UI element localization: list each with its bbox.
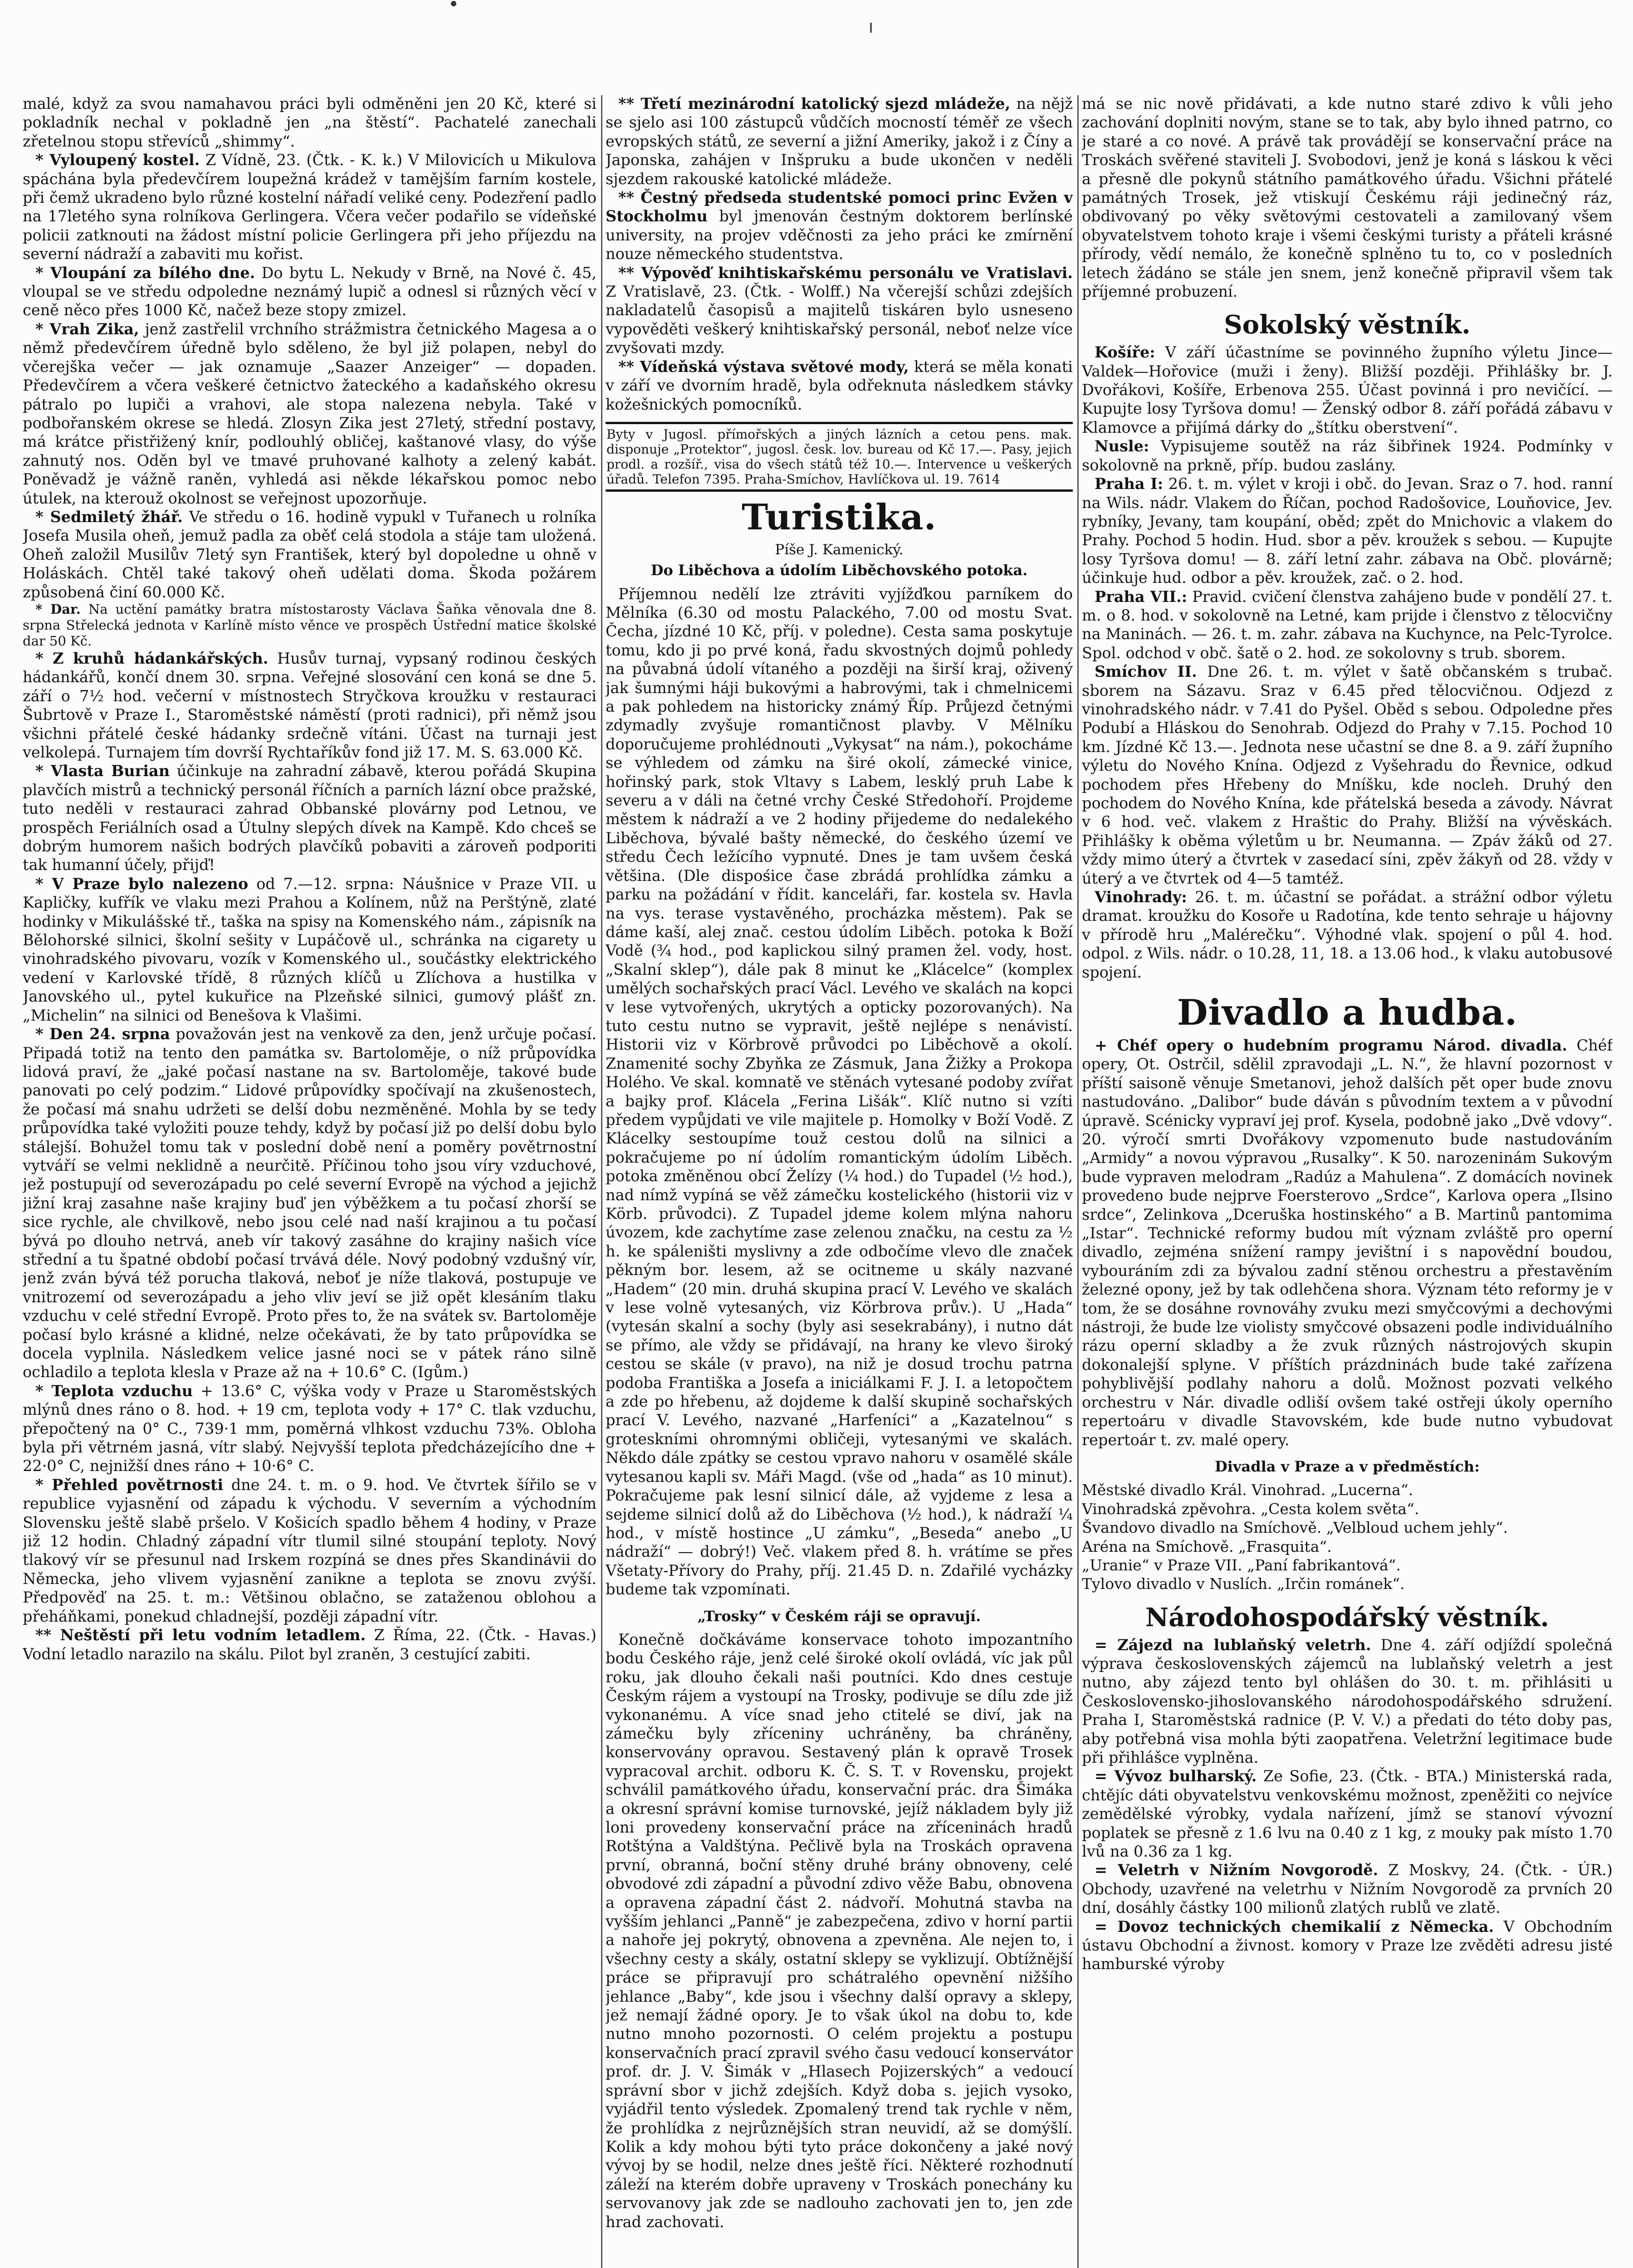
- news-item: [606, 357, 1073, 414]
- item-text: + 13.6° C, výška vody v Praze u Staroměstských mlýnů dnes ráno o 8. hod. + 19 cm, teplota vody + 17° C. tlak vzduchu, přepočtený na 0° C., 739·1 mm, poměrná vlhkost vzduchu 73%. Obloha byla při větrném jasná, vítr slabý. Nejvyšší teplota předcházejícího dne + 22·0° C, nejnižší dnes ráno + 10·6° C.: [23, 1382, 596, 1475]
- article-subtitle: Do Liběchova a údolím Liběchovského potoka.: [650, 562, 1028, 579]
- item-heading: ** Výpověď knihtiskařskému personálu ve Vratislavi.: [618, 264, 1073, 282]
- news-item: [23, 151, 596, 263]
- theatre-list-item: Městské divadlo Král. Vinohrad. „Lucerna“.: [1082, 1481, 1413, 1499]
- item-heading: Smíchov II.: [1095, 663, 1197, 681]
- item-heading: = Veletrh v Nižním Novgorodě.: [1095, 1861, 1379, 1879]
- item-heading: * Z kruhů hádankářských.: [35, 649, 269, 667]
- column-1: [23, 94, 596, 2268]
- item-text: V Obchodním ústavu Obchodní a živnost. komory v Praze lze zvěděti adresu jisté hamburské výroby: [1082, 1917, 1613, 1973]
- column-3-intro: má se nic nově přidávati, a kde nutno staré zdivo k vůli jeho zachování doplniti novým, stane se to tak, aby bylo ihned patrno, co je staré a co nové. A právě tak provádějí se konservační práce na Troskách svěřené staviteli J. Svobodovi, jenž je koná s láskou k věci a přesně dle pokynů státního památkového úřadu. Všichni přátelé památných Trosek, jež vtiskují Českému ráji jedinečný ráz, obdivovaný po věky světovými cestovateli a zamilovaný všem obyvatelstvem tohoto kraje i všemi českými turisty a přáteli krásné přírody, vědí nemálo, že konečně splněno tu to, co v posledních letech žádáno se stále jen snem, jenž konečně připravil všem tak příjemné probuzení.: [1082, 95, 1613, 301]
- article-byline: Píše J. Kamenický.: [775, 541, 904, 558]
- item-text: Pravid. cvičení členstva zahájeno bude v pondělí 27. t. m. o 8. hod. v sokolovně na Letné, kam prijde i členstvo z tělocvičny na Maninách. — 26. t. m. zahr. zábava na Kuchynce, na Pelc-Tyrolce. Spol. odchod v obč. šatě o 2. hod. ze sokolovny s trub. sborem.: [1082, 587, 1613, 662]
- item-heading: ** Třetí mezinárodní katolický sjezd mládeže,: [618, 95, 1011, 112]
- news-item: [23, 320, 596, 508]
- advertisement-box: [606, 422, 1073, 492]
- news-item: [606, 188, 1073, 264]
- item-text: Do bytu L. Nekudy v Brně, na Nové č. 45, vloupal se ve středu odpoledne neznámý lupič a odnesl si různých věcí v ceně něco přes 1000 Kč, načež beze stopy zmizel.: [23, 264, 596, 319]
- item-text: Dne 4. září odjíždí společná výprava československých zájemců na lublaňský veletrh a jest nutno, aby zájezd tento byl ohlášen do 30. t. m. přihlásiti u Československo-jihoslovanského národohospodářského sdružení. Praha I, Staroměstská radnice (P. V. V.) a předati do této doby pas, aby potřebná visa mohla býti zaopatřena. Veletržní legitimace bude při přihlášce vyplněna.: [1082, 1636, 1613, 1766]
- item-heading: * Vyloupený kostel.: [35, 151, 200, 169]
- column-1-intro: malé, když za svou namahavou práci byli odměněni jen 20 Kč, které si pokladník nechal v pokladně jen „na štěstí“. Pachatelé zanechali zřetelnou stopu střevíců „shimmy“.: [23, 95, 596, 150]
- item-text: Z Římа, 22. (Čtk. - Havas.) Vodní letadlo narazilo na skálu. Pilot byl zraněn, 3 cestující zabiti.: [23, 1626, 596, 1663]
- article-heading-trosky: „Trosky“ v Českém ráji se opravují.: [697, 1607, 981, 1625]
- news-item: [23, 264, 596, 320]
- column-rule-1: [601, 95, 602, 2268]
- news-item: [23, 649, 596, 762]
- news-item: [23, 1626, 596, 1663]
- section-title-economy: Národohospodářský věstník.: [1145, 1602, 1550, 1633]
- item-text: která se měla konati v září ve dvorním hradě, byla odřeknuta následkem stávky kožešnických pomocníků.: [606, 357, 1073, 413]
- sokol-item: [1082, 474, 1613, 587]
- item-text: Ve středu o 16. hodině vypukl v Tuřanech u rolníka Josefa Musila oheň, jemuž padla za oběť celá stodola a stáje tam uložená. Oheň založil Musilův 7letý syn František, který byl dopoledne u ohně v Holáskách. Chtěl také takový oheň udělati doma. Škoda požárem způsobená činí 60.000 Kč.: [23, 508, 596, 601]
- article-paragraph: Konečně dočkáváme konservace tohoto impozantního bodu Českého ráje, jenž celé široké okolí ovládá, víc jak půl roku, jak dlouho čekali naši poutníci. Kdo dnes cestuje Českým rájem a vystoupí na Trosky, podivuje se dílu zde již vykonanému. A více snad jeho ctitelé se diví, jak na zámečku byly zříceniny uchráněny, ba chráněny, konservovány opravou. Sestavený plán k opravě Trosek vypracoval archit. odboru K. Č. S. T. v Rovensku, projekt schválil památkového úřadu, konservační prác. dra Šimáka a okresní správní komise turnovské, jejíž nákladem byly již loni provedeny konservační práce na zříceninách hradů Rotštýna a Valdštýna. Pečlivě byla na Troskách opravena první, obranná, boční stěny druhé brány obnoveny, celé obvodové zdi západní a původní zdivo věže Babu, obnovena a opravena západní část 2. nádvoří. Mohutná stavba na vyšším jehlanci „Panně“ je zabezpečena, zdivo v horní partii a nahoře jej pokrytý, obnovena a zpevněna. Ale nejen to, i všechny cesty a skály, ostatní sklepy se vyklizují. Obtížnější práce se připravují pro schátralého opevnění nižšího jehlance „Baby“, kde jsou i všechny další opravy a sklepy, jež nemají žádné opory. Je to však úkol na dobu to, kde nutno mnoho pozornosti. O celém projektu a postupu konservačních prací zpravil svého času vedoucí konservátor prof. dr. J. V. Šimák v „Hlasech Pojizerských“ a vedoucí správní sbor v jichž zdejších. Když doba s. jejich vysoko, vyjádřil tento výsledek. Zpomalený trend tak rychle v něm, že prohlídka z nejrůznějších stran neuvidí, až se domýšlí. Kolik a kdy mohou býti tyto práce dokončeny a jaké nový vývoj by se hodil, nelze dnes ještě říci. Některé rozhodnutí záleží na kterém dobře upraveny v Troskách ponechány ku servovanovy jak zde se nadlouho zachovati jen to, jen zde hrad zachovati.: [606, 1630, 1073, 2231]
- item-heading: * Přehled povětrnosti: [35, 1476, 224, 1494]
- item-text: od 7.—12. srpna: Náušnice v Praze VII. u Kapličky, kufřík ve vlaku mezi Prahou a Kolínem, nůž na Perštýně, zlaté hodinky v Mikulášské tř., taška na spisy na Komenského nám., zápisník na Bělohorské silnici, školní sešity v Lupáčově ul., schránka na cigarety u vinohradského pivovaru, vozík v Komenského ul., součástky elektrického vedení v Karlovské třídě, 8 různých klíčů u Zlíchova a hustilka v Janovského ul., pytel kukuřice na Plzeňské silnici, gumový plášť zn. „Michelin“ na silnici od Benešova k Vlašimi.: [23, 875, 596, 1024]
- page-top-mark: [870, 23, 872, 33]
- item-text: Husův turnaj, vypsaný rodinou českých hádankářů, končí dnem 30. srpna. Veřejné slosování cen koná se dne 5. září o 7½ hod. večerní v místnostech Stryčkova kroužku v restauraci Šubrtově v Praze I., Staroměstské náměstí (proti radnici), při němž jsou všichni přátelé české hádanky srdečně vítáni. Účast na turnaji jest velkolepá. Turnajem tím dovrší Rychtaříkův fond již 17. M. S. 63.000 Kč.: [23, 649, 596, 761]
- section-title-divadlo: Divadlo a hudba.: [1177, 992, 1518, 1034]
- news-item: [23, 875, 596, 1025]
- article-paragraph: Příjemnou nedělí lze ztráviti vyjížďkou parníkem do Mělníka (6.30 od mostu Palackého, 7.00 od mostu Svat. Čecha, jízdné 10 Kč, příj. v poledne). Cesta sama poskytuje tomu, kdo ji po prvé koná, řadu skvostných dojmů pohledy na půvabná údolí vítaného a později na širší kraj, oživený jak šumnými háji bukovými a habrovými, tak i chmelnicemi a pak pohledem na historicky známý Říp. Průjezd četnými zdymadly zvyšuje romantičnost plavby. V Mělníku doporučujeme prohlédnouti „Vykysat“ na nám.), pokocháme se výhledem od zámku na širé okolí, zámecké vinice, hořinský park, stok Vltavy s Labem, lesklý pruh Labe k severu a v dáli na četné vrchy České Středohoří. Projdeme městem k nádraží a ve 2 hodiny přijedeme do nedalekého Liběchova, bývalé bašty německé, do českého území ve středu Čech ležícího vypnuté. Dnes je tam uvšem česká většina. (Dle dispośice čase zbrádá prohlídka zámku a parku na požádání v řídit. kanceláři, far. kostela sv. Havla na vys. terase vystavěného, procházka městem). Pak se dáme kaší, alej znač. cestou údolím Liběch. potoka k Boží Vodě (¾ hod., pod kaplickou silný pramen žel. vody, host. „Skalní sklep“), dále pak 8 minut ke „Klácelce“ (komplex umělých sochařských prací Václ. Levého ve skalách na kopci v lese vytvořených, ukrytých a opticky pozorovaných). Na tuto cestu nutno se vypravit, ještě nejlépe s nenávistí. Historii viz v Körbrově průvodci po Liběchově a okolí. Znamenité sochy Zbyňka ze Zásmuk, Jana Žižky a Prokopa Holého. Ve skal. komnatě ve stěnách vytesané podoby zvířat a bajky prof. Klácela „Ferina Lišák“. Klíč nutno si vzíti předem vypůjdati ve vile majitele p. Homolky v Boží Vodě. Z Klácelky sestoupíme touž cestou dolů na silnici a pokračujeme po ní údolím romantickým údolím Liběch. potoka změněnou obcí Želízy (¼ hod.) do Tupadel (½ hod.), nad nímž vypíná se věž zámečku kostelického (historii viz v Körb. průvodci). Z Tupadel jdeme kolem mlýna nahoru úvozem, kde zachytíme zase zelenou značku, na cestu za ½ h. ke spáleništi myslivny a zde odbočíme vlevo dle značek pěkným bor. lesem, až se ocitneme u skály nazvané „Hadem“ (20 min. druhá skupina prací V. Levého ve skalách v lese volně vytesaných, viz Körbrova prův.). U „Hada“ (vytesán skalní a sochy (byly asi sesekrabány), i nutno dát se přímo, ale vždy se přidávají, na hrany ke vlevo široký cestou se skále (v pravo), na niž je dosud trochu patrna podoba Františka a Josefa a iniciálkami F. J. I. a letopočtem a zde po hřebenu, až dojdeme k další skupině sochařských prací V. Levého, nazvané „Harfeníci“ a „Kazatelnou“ s groteskními ohromnými obličeji, vytesanými ve skalách. Někdo dále zpátky se cestou vpravo nahoru v osamělé skále vytesanou kapli sv. Máři Magd. (vše od „hada“ as 10 minut). Pokračujeme pak lesní silnicí dále, až vyjdeme z lesa a sejdeme silnicí dolů až do Liběchova (½ hod.), k nádraží ¼ hod., v místě hostince „U zámku“, „Beseda“ anebo „U nádraží“ — dobrý!) Več. vlakem před 8. h. vrátíme se přes Všetaty-Přívory do Prahy, příj. 21.45 D. n. Zdařilé vycházky budeme tak vzpomínati.: [606, 585, 1073, 1598]
- sokol-item: [1082, 343, 1613, 437]
- item-heading: Košíře:: [1095, 343, 1155, 362]
- item-heading: * Den 24. srpna: [35, 1025, 170, 1043]
- item-text: Na uctění památky bratra místostarosty Václava Šaňka věnovala dne 8. srpna Střelecká jednota v Karlíně místo věnce ve prospěch Ústřední matice školské dar 50 Kč.: [23, 601, 596, 649]
- item-heading: * Vrah Zika,: [35, 320, 139, 338]
- news-items-col1: [23, 151, 596, 1663]
- theatre-list-heading: Divadla v Praze a v předměstích:: [1214, 1457, 1480, 1475]
- item-text: na nějž se sjelo asi 100 zástupců vůdčích mocností téměř ze všech evropských států, ze severní a jižní Ameriky, jakož i z Číny a Japonska, zahájen v Inšpruku a bude ukončen v neděli sjezdem rakouské katolické mládeže.: [606, 95, 1073, 188]
- item-text: Vypisujeme soutěž na ráz šibřinek 1924. Podmínky v sokolovně na prkně, příp. budou zaslány.: [1082, 437, 1613, 474]
- theatre-list-item: Aréna na Smíchově. „Frasquita“.: [1082, 1537, 1332, 1555]
- news-item: [23, 1476, 596, 1626]
- news-item: [23, 508, 596, 601]
- theatre-list-item: Tylovo divadlo v Nuslích. „Irčin románek“.: [1082, 1575, 1405, 1593]
- item-text: 26. t. m. výlet v kroji i obč. do Jevan. Sraz o 7. hod. ranní na Wils. nádr. Vlakem do Říčan, pochod Radošovice, Louňovice, Jev. rybníky, Jevany, tam koupání, oběd; zpět do Mnichovic a vlakem do Prahy. Pochod 5 hodin. Hud. sbor a pěv. kroužek s sebou. — Kupujte losy Tyršova domu! — 8. září letní zahr. zábava na Obč. plovárně; účinkuje hud. odbor a pěv. kroužek, zač. o 2. hod.: [1082, 475, 1613, 587]
- sokol-item: [1082, 888, 1613, 982]
- economy-item: [1082, 1861, 1613, 1917]
- item-text: dne 24. t. m. o 9. hod. Ve čtvrtek šířilo se v republice vyjasnění od západu k východu. V severním a východním Slovensku ještě slabě pršelo. V Košicích spadlo během 4 hodiny, v Praze již 12 hodin. Chladný západní vítr tlumil silné stoupání teploty. Nový tlakový vír se přesunul nad Irskem rozpíná se dnes přes Skandinávii do Německa, jeho vlivem vyjasnění zanikne a teplota se znovu zvýší. Předpověď na 25. t. m.: Většinou oblačno, se zataženou oblohou a přeháňkami, ponekud chladnejší, později západní vítr.: [23, 1476, 596, 1625]
- item-heading: * V Praze bylo nalezeno: [35, 875, 249, 893]
- item-heading: * Dar.: [35, 601, 81, 617]
- item-text: Ze Sofie, 23. (Čtk. - BTA.) Ministerská rada, chtějíc dáti obyvatelstvu venkovskému možnost, zpeněžiti co nejvíce zemědělské výrobky, vydala nařízení, jímž se stanoví vývozní poplatek se přesně z 1.6 lvu na 0.40 z 1 kg, z mouky pak místo 1.70 lvů na 0.36 za 1 kg.: [1082, 1767, 1613, 1861]
- news-item: [23, 1382, 596, 1476]
- economy-item: [1082, 1917, 1613, 1974]
- item-heading: Nusle:: [1095, 437, 1149, 455]
- sokol-item: [1082, 587, 1613, 663]
- item-heading: * Vloupání za bílého dne.: [35, 264, 255, 282]
- news-item: [23, 762, 596, 874]
- news-item: [23, 1025, 596, 1382]
- item-text: Z Moskvy, 24. (Čtk. - ÚR.) Obchody, uzavřené na veletrhu v Nižním Novgorodě za prvních 20 dní, dosáhly částky 100 milionů zlatých rublů ve zlatě.: [1082, 1861, 1613, 1917]
- item-text: Z Vídně, 23. (Čtk. - K. k.) V Milovicích u Mikulova spáchána byla předevčírem loupežná krádež v tamějším farním kostele, při čemž ukradeno bylo různé kostelní nářadí veliké ceny. Podezření padlo na 17letého syna rolníkova Gerlingera. Včera večer podařilo se vídeňské policii zatknouti na žádost místní policie Gerlingera při jeho příjezdu na severní nádraží a zabaviti mu kořist.: [23, 151, 596, 263]
- item-heading: = Zájezd na lublaňský veletrh.: [1095, 1636, 1371, 1654]
- item-text: 26. t. m. účastní se pořádat. a strážní odbor výletu dramat. kroužku do Kosoře u Radotína, kde tento sehraje u hájovny v přírodě hru „Malérečku“. Výhodné vlak. spojení o půl 4. hod. odpol. z Wils. nádr. o 10.28, 11, 18. a 13.06 hod., k vlaku autobusové spojení.: [1082, 888, 1613, 981]
- item-heading: Praha I:: [1095, 475, 1164, 493]
- sokol-item: [1082, 437, 1613, 474]
- item-text: považován jest na venkově za den, jenž určuje počasí. Připadá totiž na tento den památka sv. Bartoloměje, o níž průpovídka lidová praví, že „jaké počasí nastane na sv. Bartoloměje, takové bude panovati po celý podzim.“ Lidové průpovídky spočívají na zkušenostech, že počasí má snahu udržeti se delší dobu nezměněné. Mohla by se tedy průpovídka také vyložiti pouze tehdy, když by počasí již po delší dobu bylo stálejší. Bohužel tomu tak v poslední době není a poměry povětrnostní vytváří se velmi neklidně a neurčitě. Příčinou toho jsou víry vzduchové, jež postupují od severozápadu po celé severní Evropě na východ a jejichž jižní kraj zasahne naše krajiny buď jen výběžkem a tu počasí zhorší se sice rychle, ale chvilkově, nebo jsou celé nad naší krajinou a tu počasí bývá po dlouho netrvá, aneb vír takový zasáhne do krajiny našich více střední a tu špatné období počasí trvává déle. Nový podobný vzdušný vír, jenž zván bývá též porucha tlaková, neboť je níže tlaková, postupuje ve vnitrozemí od severozápadu a jeho vliv jeví se již opět klesáním tlaku vzduchu v celé střední Evropě. Proto přes to, že na svátek sv. Bartoloměje počasí bylo krásné a klidné, nelze očekávati, že by tato průpovídka se docela vyplnila. Následkem velice jasné noci se v pátek ráno silně ochladilo a teplota klesla v Praze až na + 10.6° C. (Igům.): [23, 1025, 596, 1381]
- item-text: Chéf opery, Ot. Ostrčil, sdělil zpravodaji „L. N.“, že hlavní pozornost v příští saisoně věnuje Smetanovi, jehož dalších pět oper bude znovu nastudováno. „Dalibor“ bude dáván s původním textem a v původní úpravě. Scénicky vypraví jej prof. Kysela, podobně jako „Dvě vdovy“. 20. výročí smrti Dvořákovy vzpomenuto bude nastudováním „Armidy“ a novou výpravou „Rusalky“. K 50. narozeninám Sukovým bude vypraven melodram „Radúz a Mahulena“. Z domácích novinek provedeno bude nejprve Foersterovo „Srdce“, Karlova opera „Ilsino srdce“, Zelinkova „Dceruška hostinského“ a B. Martinů pantomima „Istar“. Technické reformy budou mít význam zvláště pro operní divadlo, zejména snížení rampy jevištní i s napovědní boudou, vybouráním zdi za bývalou zadní stěnou orchestru a přestavěním železné opony, jež by tak odlehčena shora. Význam této reformy je v tom, že se dosáhne rovnováhy zvuku mezi smyčcovými a dechovými nástroji, že bude lze violisty smyčcové obsazeni podle individuálního rázu operní skladby a že zvuk různých nástrojových skupin dokonalejší splyne. V příštích prázdninách bude také zařízena pohyblivější podlahy nahoru a dolů. Možnost pozvati velkého orchestru v Nár. divadle odliší ovšem také ostřeji úkoly operního repertoáru v divadle Stavovském, kde bude nutno vybudovat repertoár t. zv. malé opery.: [1082, 1036, 1613, 1449]
- sokol-item: [1082, 662, 1613, 888]
- column-2: [606, 94, 1073, 2268]
- divadlo-item: [1082, 1036, 1613, 1449]
- punch-hole-mark: [451, 1, 456, 6]
- economy-item: [1082, 1767, 1613, 1861]
- news-item: [23, 601, 596, 649]
- item-text: V září účastníme se povinného župního výletu Jince—Valdek—Hořovice (muži i ženy). Bližší později. Přihlášky br. J. Dvořákovi, Košíře, Erbenova 255. Účast povinná i pro nevičící. — Kupujte losy Tyršova domu! — Ženský odbor 8. září pořádá zábavu v Klamovce a přijímá dárky do „štítku oberstvení“.: [1082, 343, 1613, 436]
- news-item: [606, 264, 1073, 357]
- item-text: Dne 26. t. m. výlet v šatě občanském s trubač. sborem na Sázavu. Sraz v 6.45 před tělocvičnou. Odjezd z vinohradského nádr. v 7.41 do Pyšel. Oběd s sebou. Odpoledne přes Podubí a Hláskou do Senohrab. Odjezd do Prahy v 7.15. Pochod 10 km. Jízdné Kč 13.—. Jednota nese učastní se dne 8. a 9. září župního výletu do Nového Knína. Odjezd z Vyšehradu do Řevnice, odkud pochodem přes Hřebeny do Mníšku, kde nocleh. Druhý den pochodem do Nového Knína, kde přátelská beseda a závody. Návrat v 6 hod. več. vlakem z Hraštic do Prahy. Bližší na vývěskách. Přihlášky k oběma výletům u br. Neumanna. — Zpáv žáků od 27. vždy mimo úterý a čtvrtek v zasedací síni, zpěv žákyň od 28. vždy v úterý a ve čtvrtek od 4—5 tamtéž.: [1082, 663, 1613, 887]
- item-heading: * Vlasta Burian: [35, 762, 170, 780]
- item-text: Z Vratislavě, 23. (Čtk. - Wolff.) Na včerejší schůzi zdejších nakladatelů časopisů a majitelů tiskáren bylo usneseno vypověděti veškerý knihtiskařský personál, neboť nelze více zvyšovati mzdy.: [606, 283, 1073, 357]
- item-heading: + Chéf opery o hudebním programu Národ. divadla.: [1095, 1036, 1567, 1054]
- item-heading: * Sedmiletý žhář.: [35, 508, 183, 526]
- theatre-list-item: „Uranie“ v Praze VII. „Paní fabrikantová“.: [1082, 1556, 1401, 1574]
- economy-item: [1082, 1636, 1613, 1767]
- column-3: [1082, 94, 1613, 2268]
- item-heading: = Vývoz bulharský.: [1095, 1767, 1257, 1785]
- item-heading: * Teplota vzduchu: [35, 1382, 193, 1400]
- advertisement-text: Byty v Jugosl. přímořských a jiných lázních a cetou pens. mak. disponuje „Protektor“, jugosl. česk. lov. bureau od Kč 17.—. Pasy, jejich prodl. a rozšíř., visa do všech států též 10.—. Intervence u veškerých úřadů. Telefon 7395. Praha-Smíchov, Havlíčkova ul. 19. 7614: [606, 426, 1072, 487]
- column-rule-2: [1077, 95, 1079, 2268]
- theatre-list: [1082, 1481, 1613, 1593]
- item-heading: ** Vídeňská výstava světové mody,: [618, 357, 909, 376]
- item-heading: ** Čestný předseda studentské pomoci princ Evžen v Stockholmu: [606, 189, 1073, 225]
- item-heading: ** Neštěstí při letu vodním letadlem.: [35, 1626, 366, 1644]
- theatre-list-item: Švandovo divadlo na Smíchově. „Velbloud uchem jehly“.: [1082, 1519, 1508, 1537]
- item-heading: Praha VII.:: [1095, 587, 1188, 606]
- item-heading: = Dovoz technických chemikalií z Německa.: [1095, 1917, 1494, 1936]
- item-text: jenž zastřelil vrchního strážmistra četnického Magesa a o němž předevčírem úředně bylo sděleno, že byl již polapen, nebyl do včerejška večer — jak oznamuje „Saazer Anzeiger“ — dopaden. Předevčírem a včera veškeré četnictvo žateckého a kadaňského okresu pátralo po lupiči a vrahovi, ale stopa nalezena nebyla. Také v podbořanském okrese se hledá. Zlosyn Zika jest 27letý, střední postavy, má krátce přistřižený knír, podlouhlý obličej, kaštanové vlasy, do výše zahnutý nos. Oděn byl ve tmavé pruhované kalhoty a zelený kabát. Poněvadž je vážně raněn, vyhledá asi někde lékařskou pomoc nebo útulek, na kterouž okolnost se veřejnost upozorňuje.: [23, 320, 596, 507]
- section-title-turistika: Turistika.: [742, 496, 937, 538]
- item-text: byl jmenován čestným doktorem berlínské university, na projev vděčnosti za jeho práci ke zmírnění nouze německého studentstva.: [606, 207, 1073, 263]
- item-text: účinkuje na zahradní zábavě, kterou pořádá Skupina plavčích mistrů a technický personál říčních a parních lázní obce pražské, tuto neděli v restauraci zahrad Obbanské plovárny pod Letnou, ve prospěch Feriálních osad a Útulny slepých dívek na Kampě. Kdo chceš se dobrým humorem našich bodrých plavčíků pobaviti a zároveň podporiti tak humanní účely, přijď!: [23, 762, 596, 874]
- news-item: [606, 94, 1073, 188]
- theatre-list-item: Vinohradská zpěvohra. „Cesta kolem světa“.: [1082, 1500, 1419, 1518]
- item-heading: Vinohrady:: [1095, 888, 1187, 906]
- section-title-sokol: Sokolský věstník.: [1224, 310, 1471, 340]
